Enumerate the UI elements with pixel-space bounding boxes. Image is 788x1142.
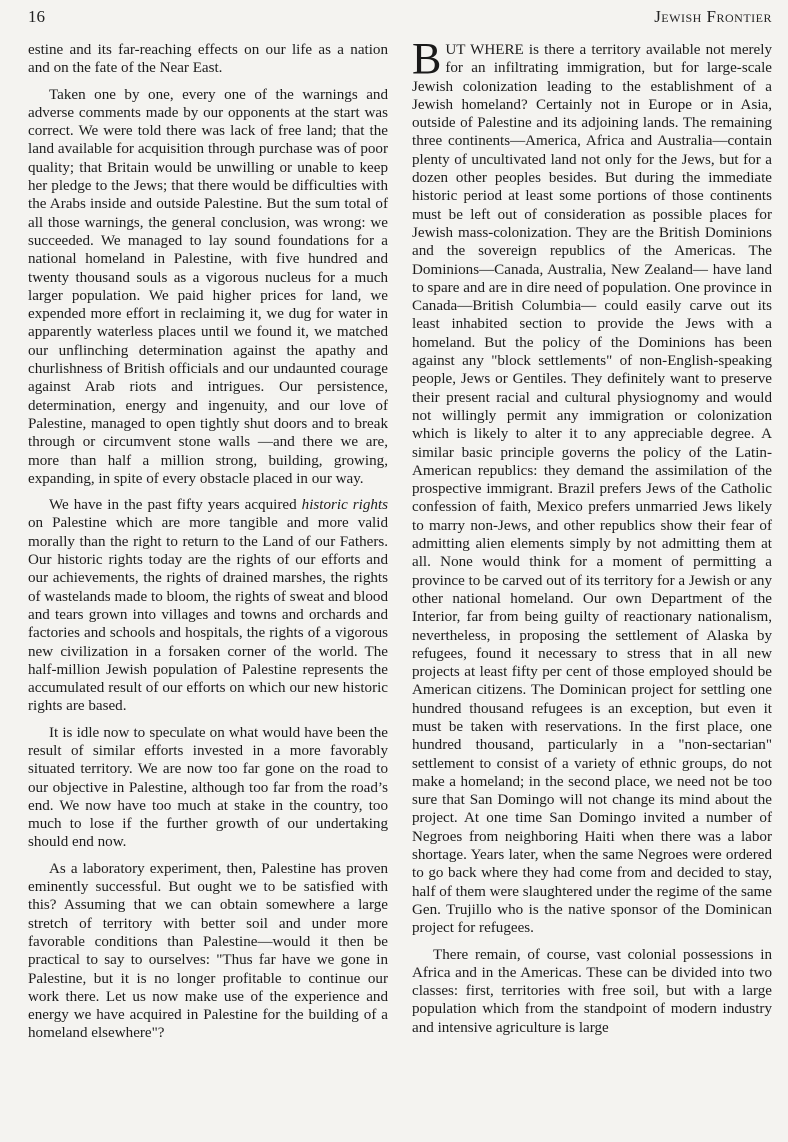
paragraph: It is idle now to speculate on what would have been the result of similar efforts invested in a more favorably situated territory. We are now too far gone on the road to our objective in Palestine, although too far from the road’s end. We now have too much at stake in the country, too much to lose if the further growth of our undertaking should end now.: [28, 724, 388, 851]
paragraph: [28, 496, 388, 716]
paragraph: There remain, of course, vast colonial possessions in Africa and in the Americas. These can be divided into two classes: first, territories with free soil, but with a large population which from the standpoint of modern industry and intensive agriculture is large: [412, 946, 772, 1036]
text-span: UT WHERE is there a territory available not merely for an infiltrating immigration, but for large-scale Jewish colonization leading to the establishment of a Jewish homeland? Certainly not in Europe or in Asia, outside of Palestine and its adjoining lands. The remaining three continents—America, Africa and Australia—contain plenty of uncultivated land not only for the Jews, but for a dozen other peoples besides. But during the immediate historic period at least some portions of those continents must be left out of consideration as possible places for Jewish mass-colonization. They are the British Dominions and the sovereign republics of the Americas. The Dominions—Canada, Australia, New Zealand— have land to spare and are in dire need of population. One province in Canada—British Columbia— could easily carve out its least inhabited section to provide the Jews with a homeland. But the policy of the Dominions has been against any "block settlements" of non-English-speaking people, Jews or Gentiles. They definitely want to preserve their present racial and cultural physiognomy and would not willingly permit any immigration or colonization which is likely to alter it to any appreciable degree. A similar basic principle governs the policy of the Latin-American republics: they demand the assimilation of the prospective immigrant. Brazil prefers Jews of the Catholic confession of faith, Mexico prefers unmarried Jews likely to marry non-Jews, and other republics show their fear of admitting alien elements simply by not admitting them at all. None would think for a moment of permitting a province to be carved out of its territory for a Jewish or any other national homeland. Our own Department of the Interior, far from being guilty of reactionary nationalism, nevertheless, in proposing the settlement of Alaska by refugees, found it necessary to stress that in all new projects at least fifty per cent of those employed should be American citizens. The Dominican project for settling one hundred thousand refugees is an exception, but even it must be taken with reservations. In the first place, one hundred thousand, particularly in a "non-sectarian" settlement to consist of a variety of ethnic groups, do not make a homeland; in the second place, we need not be too sure that San Domingo will not change its mind about the project. At one time San Domingo invited a number of Negroes from neighboring Haiti when there was a labor shortage. Years later, when the same Negroes were ordered to go back where they had come from and decided to stay, half of them were slaughtered under the regime of the same Gen. Trujillo who is the native sponsor of the Dominican project for refugees.: [412, 42, 772, 937]
page-header: [28, 4, 772, 30]
paragraph: [412, 34, 772, 938]
left-column: [28, 41, 388, 1043]
publication-title: Jewish Frontier: [654, 7, 772, 26]
italic-emphasis: historic rights: [301, 497, 389, 514]
right-column: [412, 34, 772, 1037]
text-span: on Palestine which are more tangible and more valid morally than the right to return to the Land of our Fathers. Our historic rights today are the rights of our efforts and our achievements, the rights of drained marshes, the rights of wastelands made to bloom, the rights of sweat and blood and tears grown into villages and towns and orchards and factories and schools and hospitals, the rights of a vigorous new civilization in a forsaken corner of the world. The half-million Jewish population of Palestine represents the accumulated result of our efforts on which our new historic rights are based.: [28, 515, 388, 715]
paragraph: estine and its far-reaching effects on our life as a nation and on the fate of the Near East.: [28, 42, 388, 77]
paragraph: As a laboratory experiment, then, Palestine has proven eminently successful. But ought we to be satisfied with this? Assuming that we can obtain somewhere a large stretch of territory with better soil and under more favorable conditions than Palestine—would it then be practical to say to ourselves: "Thus far have we gone in Palestine, but it is no longer profitable to continue our work there. Let us now make use of the experience and energy we have acquired in Palestine for the building of a homeland elsewhere"?: [28, 860, 388, 1042]
paragraph: Taken one by one, every one of the warnings and adverse comments made by our opponents at the start was correct. We were told there was lack of free land; that the land available for acquisition through purchase was of poor quality; that Britain would be unwilling or unable to keep her pledge to the Jews; that there would be difficulties with the Arabs inside and outside Palestine. But the sum total of all those warnings, the general conclusion, was wrong: we succeeded. We managed to lay sound foundations for a national homeland in Palestine, with five hundred and twenty thousand souls as a vigorous nucleus for a much larger population. We paid higher prices for land, we expended more effort in reclaiming it, we dug for water in apparently waterless places until we found it, we matched our unflinching determination against the apathy and churlishness of British officials and our undaunted courage against Arab riots and intrigues. Our persistence, determination, energy and ingenuity, and our love of Palestine, managed to open tightly shut doors and to break through or circumvent stone walls —and there we are, more than half a million strong, building, growing, expanding, in spite of every obstacle placed in our way.: [28, 86, 388, 487]
drop-cap: B: [412, 34, 442, 83]
page-number: 16: [28, 7, 45, 26]
text-span: We have in the past fifty years acquired: [49, 497, 302, 514]
